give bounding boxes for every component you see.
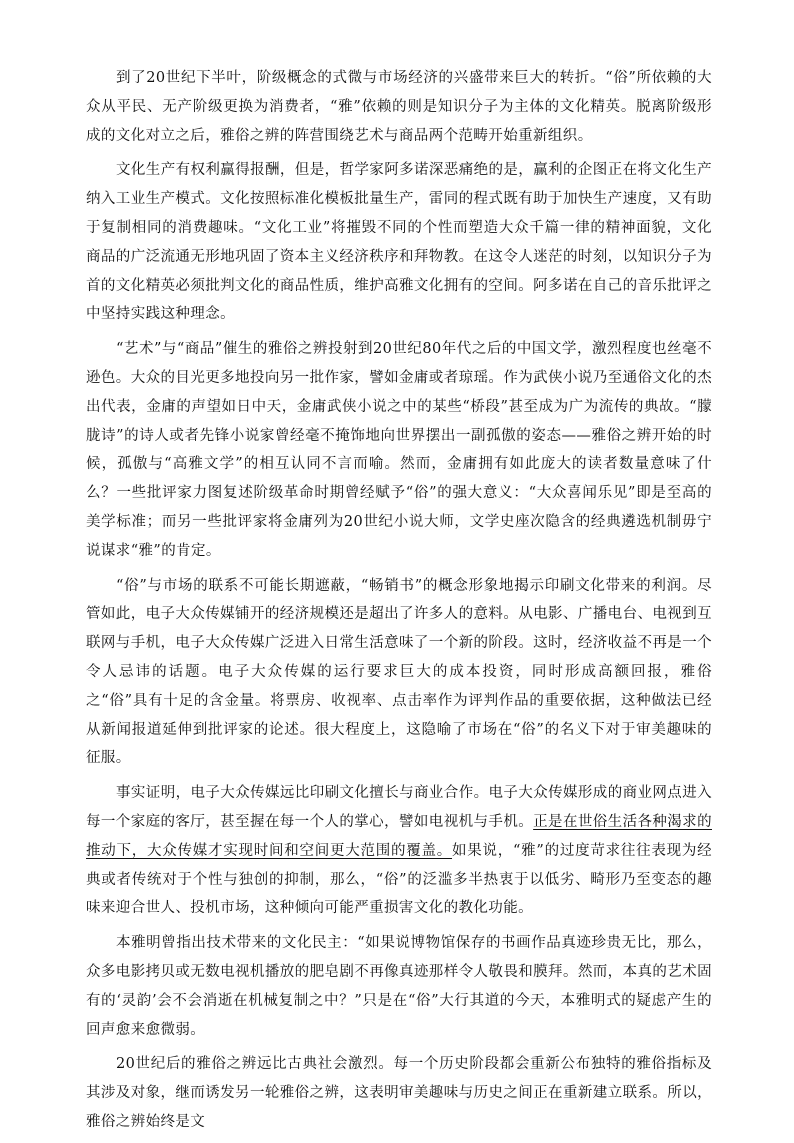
paragraph-5-rest: 如果说，“雅”的过度苛求往往表现为经典或者传统对于个性与独创的抑制，那么，“俗”的泛滥多半热衷于以低劣、畸形乃至变态的趣味来迎合世人、投机市场，这种倾向可能严重损害文化的教化功能。	[86, 842, 712, 917]
underlined-sentence: 正是在世俗生活各种渴求的推动下，大众传媒才实现时间和空间更大范围的覆盖。	[86, 813, 712, 859]
paragraph-5	[86, 779, 712, 923]
paragraph-4: “俗”与市场的联系不可能长期遮蔽，“畅销书”的概念形象地揭示印刷文化带来的利润。尽管如此，电子大众传媒铺开的经济规模还是超出了许多人的意料。从电影、广播电台、电视到互联网与手机，电子大众传媒广泛进入日常生活意味了一个新的阶段。这时，经济收益不再是一个令人忌讳的话题。电子大众传媒的运行要求巨大的成本投资，同时形成高额回报，雅俗之“俗”具有十足的含金量。将票房、收视率、点击率作为评判作品的重要依据，这种做法已经从新闻报道延伸到批评家的论述。很大程度上，这隐喻了市场在“俗”的名义下对于审美趣味的征服。	[86, 577, 712, 767]
paragraph-1: 到了20世纪下半叶，阶级概念的式微与市场经济的兴盛带来巨大的转折。“俗”所依赖的大众从平民、无产阶级更换为消费者，“雅”依赖的则是知识分子为主体的文化精英。脱离阶级形成的文化对立之后，雅俗之辨的阵营围绕艺术与商品两个范畴开始重新组织。	[86, 70, 712, 144]
paragraph-7: 20世纪后的雅俗之辨远比古典社会激烈。每一个历史阶段都会重新公布独特的雅俗指标及其涉及对象，继而诱发另一轮雅俗之辨，这表明审美趣味与历史之间正在重新建立联系。所以，雅俗之辨始终是文	[86, 1056, 712, 1130]
paragraph-6: 本雅明曾指出技术带来的文化民主：“如果说博物馆保存的书画作品真迹珍贵无比，那么，众多电影拷贝或无数电视机播放的肥皂剧不再像真迹那样令人敬畏和膜拜。然而，本真的艺术固有的‘灵韵’会不会消逝在机械复制之中？”只是在“俗”大行其道的今天，本雅明式的疑虑产生的回声愈来愈微弱。	[86, 935, 712, 1038]
document-body	[86, 64, 712, 1143]
paragraph-5-lead: 事实证明，电子大众传媒远比印刷文化擅长与商业合作。电子大众传媒形成的商业网点进入每一个家庭的客厅，甚至握在每一个人的掌心，譬如电视机与手机。	[86, 785, 712, 830]
paragraph-3: “艺术”与“商品”催生的雅俗之辨投射到20世纪80年代之后的中国文学，激烈程度也丝毫不逊色。大众的目光更多地投向另一批作家，譬如金庸或者琼瑶。作为武侠小说乃至通俗文化的杰出代表，金庸的声望如日中天，金庸武侠小说之中的某些“桥段”甚至成为广为流传的典故。“朦胧诗”的诗人或者先锋小说家曾经毫不掩饰地向世界摆出一副孤傲的姿态——雅俗之辨开始的时候，孤傲与“高雅文学”的相互认同不言而喻。然而，金庸拥有如此庞大的读者数量意味了什么？一些批评家力图复述阶级革命时期曾经赋予“俗”的强大意义：“大众喜闻乐见”即是至高的美学标准；而另一些批评家将金庸列为20世纪小说大师，文学史座次隐含的经典遴选机制毋宁说谋求“雅”的肯定。	[86, 341, 712, 559]
paragraph-2: 文化生产有权利赢得报酬，但是，哲学家阿多诺深恶痛绝的是，赢利的企图正在将文化生产纳入工业生产模式。文化按照标准化模板批量生产，雷同的程式既有助于加快生产速度，又有助于复制相同的消费趣味。“文化工业”将摧毁不同的个性而塑造大众千篇一律的精神面貌，文化商品的广泛流通无形地巩固了资本主义经济秩序和拜物教。在这令人迷茫的时刻，以知识分子为首的文化精英必须批判文化的商品性质，维护高雅文化拥有的空间。阿多诺在自己的音乐批评之中坚持实践这种理念。	[86, 162, 712, 323]
